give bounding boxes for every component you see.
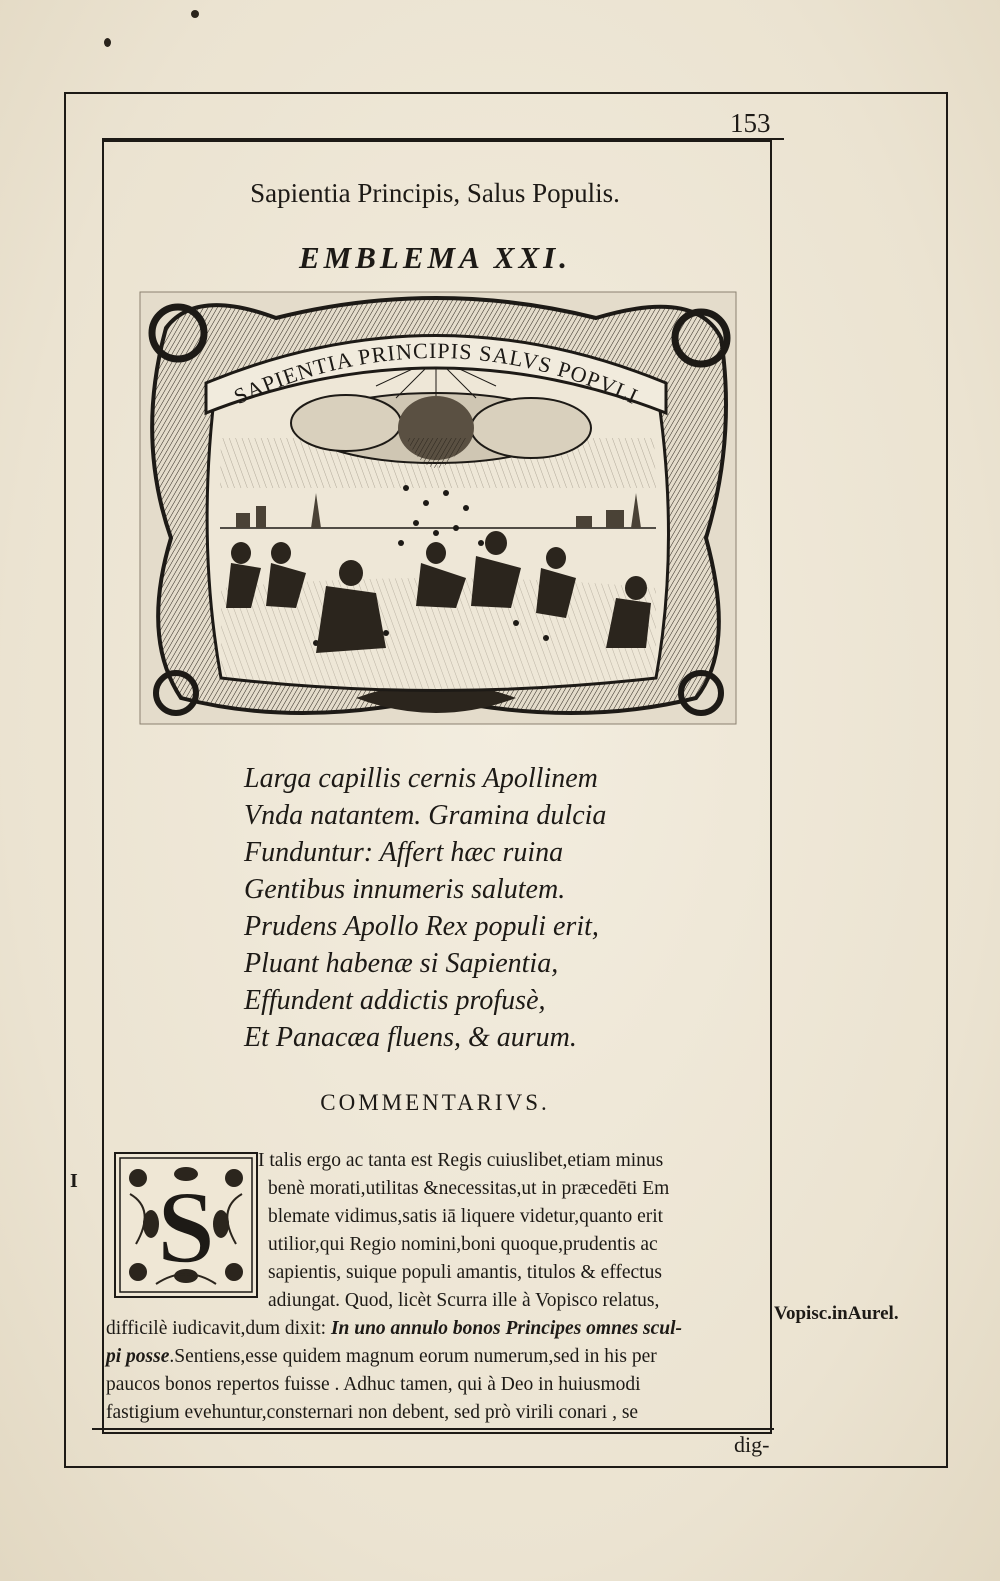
floral-ornament-icon [116, 1154, 256, 1296]
commentary-line: paucos bonos repertos fuisse . Adhuc tamen, qui à Deo in huiusmodi [106, 1374, 641, 1395]
commentary-line [106, 1343, 657, 1371]
catchword: dig- [734, 1432, 770, 1457]
commentary-heading: COMMENTARIVS. [320, 1090, 550, 1115]
ornamental-drop-cap [114, 1152, 258, 1298]
poem-line: Effundent addictis profusè, [244, 985, 546, 1016]
quotation: In uno annulo bonos Principes omnes scul- [330, 1318, 683, 1339]
poem-block [244, 760, 744, 1056]
margin-citation: Vopisc.inAurel. [774, 1303, 899, 1324]
header-rule [102, 138, 784, 140]
commentary-text: .Sentiens,esse quidem magnum eorum numerum,sed in his per [169, 1346, 657, 1367]
commentary-line [106, 1315, 682, 1343]
poem-line: Prudens Apollo Rex populi erit, [244, 911, 599, 942]
page-title: Sapientia Principis, Salus Populis. [250, 178, 620, 208]
emblem-heading: EMBLEMA XXI. [299, 240, 571, 275]
commentary-line: adiungat. Quod, licèt Scurra ille à Vopisco relatus, [268, 1290, 660, 1311]
ink-spot [191, 10, 199, 18]
commentary-line: utilior,qui Regio nomini,boni quoque,prudentis ac [268, 1234, 658, 1255]
poem-line: Pluant habenæ si Sapientia, [244, 948, 559, 979]
poem-line: Vnda natantem. Gramina dulcia [244, 800, 607, 831]
footnote-marker: I [70, 1170, 78, 1192]
poem-line: Et Panacæa fluens, & aurum. [244, 1022, 577, 1053]
commentary-line: fastigium evehuntur,consternari non debent, sed prò virili conari , se [106, 1402, 639, 1423]
drop-cap-letter: S [157, 1170, 215, 1285]
poem-line: Funduntur: Affert hæc ruina [244, 837, 564, 868]
emblem-engraving [136, 288, 740, 728]
poem-line: Gentibus innumeris salutem. [244, 874, 566, 905]
engraving-motto: SAPIENTIA PRINCIPIS SALVS POPVLI [229, 337, 643, 410]
commentary-line: benè morati,utilitas &necessitas,ut in præcedēti Em [268, 1178, 670, 1199]
ink-spot [104, 38, 111, 47]
commentary-line: I talis ergo ac tanta est Regis cuiuslibet,etiam minus [258, 1150, 664, 1171]
page-number: 153 [730, 108, 771, 138]
commentary-line: sapientis, suique populi amantis, titulos & effectus [268, 1262, 662, 1283]
commentary-line: blemate vidimus,satis iā liquere videtur,quanto erit [268, 1206, 664, 1227]
poem-line: Larga capillis cernis Apollinem [244, 763, 598, 794]
footer-rule [92, 1428, 774, 1430]
quotation: pi posse [106, 1346, 170, 1367]
commentary-text: difficilè iudicavit,dum dixit: [106, 1318, 331, 1339]
